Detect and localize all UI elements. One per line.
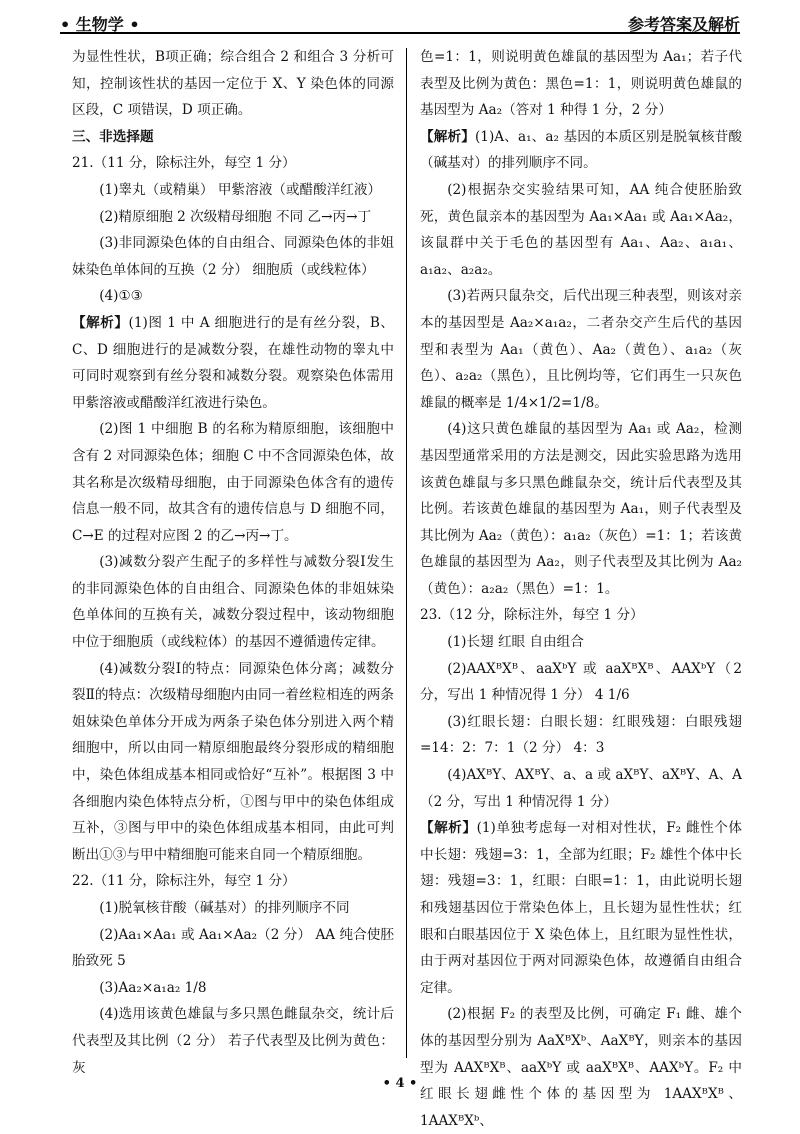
paragraph — [72, 895, 394, 922]
paragraph-text: (2)精原细胞 2 次级精母细胞 不同 乙→丙→丁 — [99, 208, 372, 225]
paragraph — [420, 416, 742, 602]
paragraph — [420, 177, 742, 283]
paragraph — [420, 283, 742, 416]
paragraph — [420, 656, 742, 709]
paragraph-text: (1)单独考虑每一对相对性状，F₂ 雌性个体中长翅：残翅=3：1，全部为红眼；F₂ 雄性个体中长翅：残翅=3：1，红眼：白眼=1：1，由此说明长翅和残翅基因位于常染色体上，且长翅为显性性状；红眼和白眼基因位于 X 染色体上，且红眼为显性性状，由于两对基因位于两对同源染色体，故遵循自由组合定律。 — [420, 820, 743, 996]
paragraph-text: (4)选用该黄色雄鼠与多只黑色雌鼠杂交，统计后代表型及其比例（2 分） 若子代表型及比例为黄色：灰 — [72, 1006, 394, 1076]
paragraph — [420, 44, 742, 124]
paragraph-text: (4)这只黄色雄鼠的基因型为 Aa₁ 或 Aa₂，检测基因型通常采用的方法是测交，因此实验思路为选用该黄色雄鼠与多只黑色雌鼠杂交，统计后代表型及其比例。若该黄色雄鼠的基因型为 Aa₁，则子代表型及其比例为 Aa₂（黄色）：a₁a₂（灰色）=1：1；若该黄色雄鼠的基因型为 Aa₂，则子代表型及其比例为 Aa₂（黄色）：a₂a₂（黑色）=1：1。 — [420, 421, 742, 597]
paragraph-text: (3)若两只鼠杂交，后代出现三种表型，则该对亲本的基因型是 Aa₂×a₁a₂，二者杂交产生后代的基因型和表型为 Aa₁（黄色）、Aa₂（黄色）、a₁a₂（灰色）、a₂a₂（黑色），且比例均等，它们再生一只灰色雄鼠的概率是 1/4×1/2=1/8。 — [420, 288, 742, 411]
paragraph-text: (4)AXᴮY、AXᴮY、a、a 或 aXᴮY、aXᴮY、A、A（2 分，写出 1 种情况得 1 分） — [420, 767, 742, 810]
paragraph-text: 色=1：1，则说明黄色雄鼠的基因型为 Aa₁；若子代表型及比例为黄色：黑色=1：1，则说明黄色雄鼠的基因型为 Aa₂（答对 1 种得 1 分，2 分） — [420, 49, 742, 119]
paragraph-text: 三、非选择题 — [72, 128, 154, 145]
paragraph-text: (4)减数分裂Ⅰ的特点：同源染色体分离；减数分裂Ⅱ的特点：次级精母细胞内由同一着丝粒相连的两条姐妹染色单体分开成为两条子染色体分别进入两个精细胞中，所以由同一精原细胞最终分裂形成的精细胞中，染色体组成基本相同或恰好“互补”。根据图 3 中各细胞内染色体特点分析，①图与甲中的染色体组成互补，③图与甲中的染色体组成基本相同，由此可判断出①③与甲中精细胞可能来自同一个精原细胞。 — [72, 660, 394, 863]
paragraph — [72, 150, 394, 177]
paragraph-text: (2)Aa₁×Aa₁ 或 Aa₁×Aa₂（2 分） AA 纯合使胚胎致死 5 — [72, 926, 394, 970]
paragraph-text: 为显性性状，B项正确；综合组合 2 和组合 3 分析可知，控制该性状的基因一定位于 X、Y 染色体的同源区段，C 项错误，D 项正确。 — [72, 49, 394, 119]
paragraph-text: 21.（11 分，除标注外，每空 1 分） — [72, 155, 296, 172]
paragraph-text: (1)睾丸（或精巢） 甲紫溶液（或醋酸洋红液） — [99, 181, 382, 198]
analysis-label: 【解析】 — [420, 128, 475, 145]
paragraph-text: (1)A、a₁、a₂ 基因的本质区别是脱氧核苷酸（碱基对）的排列顺序不同。 — [420, 128, 742, 172]
paragraph — [72, 868, 394, 895]
paragraph — [420, 762, 742, 815]
paragraph — [420, 602, 742, 629]
paragraph — [72, 204, 394, 231]
paragraph-text: (3)减数分裂产生配子的多样性与减数分裂Ⅰ发生的非同源染色体的自由组合、同源染色体的非姐妹染色单体间的互换有关，减数分裂过程中，该动物细胞中位于细胞质（或线粒体）的基因不遵循遗传定律。 — [72, 554, 394, 651]
paragraph — [72, 44, 394, 124]
column-divider — [406, 48, 407, 1058]
paragraph-text: (2)AAXᴮXᴮ、aaXᵇY 或 aaXᴮXᴮ、AAXᵇY（2 分，写出 1 种情况得 1 分） 4 1/6 — [420, 660, 742, 704]
paragraph-text: (1)脱氧核苷酸（碱基对）的排列顺序不同 — [99, 900, 350, 916]
paragraph-text: (3)红眼长翅：白眼长翅：红眼残翅：白眼残翅=14：2：7：1（2 分） 4：3 — [420, 713, 742, 757]
paragraph — [420, 629, 742, 656]
paragraph — [420, 709, 742, 762]
paragraph — [72, 922, 394, 975]
paragraph — [72, 656, 394, 869]
paragraph — [420, 124, 742, 177]
header-rule — [60, 32, 740, 34]
paragraph-text: (2)根据 F₂ 的表型及比例，可确定 F₁ 雌、雄个体的基因型分别为 AaXᴮXᵇ、AaXᴮY，则亲本的基因型为 AAXᴮXᴮ、aaXᵇY 或 aaXᴮXᴮ、AAXᵇY。F₂ 中红眼长翅雌性个体的基因型为 1AAXᴮXᴮ、1AAXᴮXᵇ、 — [420, 1006, 742, 1129]
paragraph-text: (2)根据杂交实验结果可知，AA 纯合使胚胎致死，黄色鼠亲本的基因型为 Aa₁×Aa₁ 或 Aa₁×Aa₂，该鼠群中关于毛色的基因型有 Aa₁、Aa₂、a₁a₁、a₁a₂、a₂a₂。 — [420, 181, 742, 278]
analysis-label: 【解析】 — [420, 820, 477, 837]
paragraph — [72, 549, 394, 655]
paragraph — [420, 1001, 742, 1134]
paragraph — [72, 1001, 394, 1081]
paragraph — [72, 975, 394, 1002]
paragraph-text: (3)Aa₂×a₁a₂ 1/8 — [99, 979, 207, 996]
paragraph — [72, 177, 394, 204]
paragraph — [72, 124, 394, 151]
left-column — [72, 44, 394, 1081]
paragraph — [72, 230, 394, 283]
paragraph-text: (4)①③ — [99, 288, 143, 305]
paragraph-text: (1)图 1 中 A 细胞进行的是有丝分裂，B、C、D 细胞进行的是减数分裂，在雄性动物的睾丸中可同时观察到有丝分裂和减数分裂。观察染色体需用甲紫溶液或醋酸洋红液进行染色。 — [72, 314, 395, 411]
paragraph — [72, 283, 394, 310]
subject-label: • 生物学 • — [60, 15, 140, 34]
analysis-label: 【解析】 — [72, 314, 129, 331]
paragraph-text: (3)非同源染色体的自由组合、同源染色体的非姐妹染色单体间的互换（2 分） 细胞质（或线粒体） — [72, 235, 394, 278]
paragraph — [72, 310, 394, 416]
document-title: 参考答案及解析 — [627, 15, 740, 34]
paragraph — [72, 416, 394, 549]
paragraph-text: 22.（11 分，除标注外，每空 1 分） — [72, 873, 296, 890]
paragraph-text: 23.（12 分，除标注外，每空 1 分） — [420, 607, 644, 624]
page-number: • 4 • — [382, 1076, 418, 1091]
paragraph-text: (2)图 1 中细胞 B 的名称为精原细胞，该细胞中含有 2 对同源染色体；细胞 C 中不含同源染色体，故其名称是次级精母细胞，由于同源染色体含有的遗传信息一般不同，故其含有的遗传信息与 D 细胞不同，C→E 的过程对应图 2 的乙→丙→丁。 — [72, 421, 394, 544]
right-column — [420, 44, 742, 1134]
paragraph — [420, 815, 742, 1001]
paragraph-text: (1)长翅 红眼 自由组合 — [447, 634, 584, 651]
